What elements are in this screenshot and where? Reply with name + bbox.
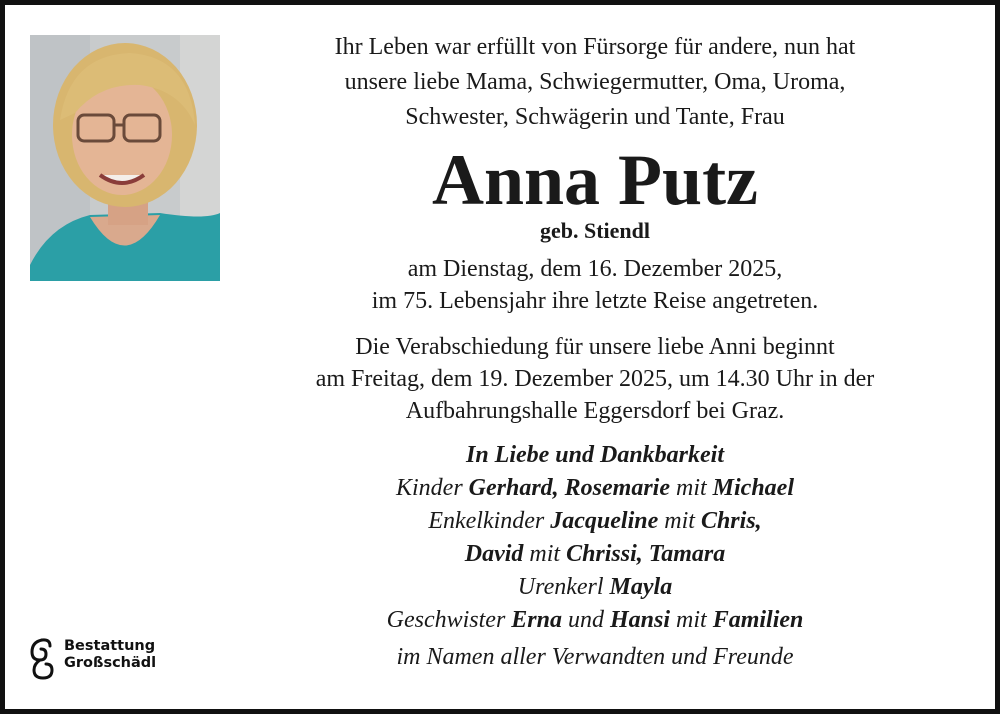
relation-label: Kinder bbox=[395, 475, 469, 501]
death-notice bbox=[250, 253, 940, 317]
intro-line: Ihr Leben war erfüllt von Fürsorge für andere, nun hat bbox=[334, 34, 856, 60]
farewell-line: Aufbahrungshalle Eggersdorf bei Graz. bbox=[405, 398, 785, 424]
connector-text: mit bbox=[670, 607, 713, 633]
deceased-name: Anna Putz bbox=[431, 140, 759, 220]
mourner-names: Chrissi, Tamara bbox=[566, 541, 726, 567]
mourner-names: Mayla bbox=[609, 574, 673, 600]
relation-label: Geschwister bbox=[386, 607, 512, 633]
intro-line: Schwester, Schwägerin und Tante, Frau bbox=[405, 104, 785, 130]
mourner-names: David bbox=[464, 541, 524, 567]
relation-label: Urenkerl bbox=[517, 574, 610, 600]
farewell-notice bbox=[250, 331, 940, 427]
mourners-siblings bbox=[250, 604, 940, 637]
funeral-home-name bbox=[64, 638, 156, 672]
connector-text: und bbox=[561, 607, 610, 633]
intro-line: unsere liebe Mama, Schwiegermutter, Oma, Uroma, bbox=[344, 69, 846, 95]
intro-text bbox=[250, 30, 940, 135]
death-line: im 75. Lebensjahr ihre letzte Reise angetreten. bbox=[371, 288, 819, 314]
mourner-names: Jacqueline bbox=[550, 508, 659, 534]
mourners-grandchildren bbox=[250, 505, 940, 538]
mourners-grandchildren-cont bbox=[250, 538, 940, 571]
signoff-closing: im Namen aller Verwandten und Freunde bbox=[396, 644, 794, 670]
mourner-names: Michael bbox=[712, 475, 794, 501]
mourner-names: Hansi bbox=[609, 607, 671, 633]
mourners-signoff bbox=[250, 439, 940, 674]
mourner-names: Erna bbox=[511, 607, 562, 633]
mourners-children bbox=[250, 472, 940, 505]
farewell-line: Die Verabschiedung für unsere liebe Anni beginnt bbox=[355, 334, 835, 360]
signoff-heading: In Liebe und Dankbarkeit bbox=[465, 442, 725, 468]
mourner-names: Familien bbox=[712, 607, 804, 633]
relation-label: Enkelkinder bbox=[428, 508, 551, 534]
funeral-home-logo bbox=[28, 634, 188, 682]
mourners-great-grandchildren bbox=[250, 571, 940, 604]
mourner-names: Chris, bbox=[700, 508, 762, 534]
maiden-name: geb. Stiendl bbox=[539, 218, 651, 243]
death-line: am Dienstag, dem 16. Dezember 2025, bbox=[407, 256, 783, 282]
logo-line: Bestattung bbox=[64, 638, 156, 654]
connector-text: mit bbox=[670, 475, 713, 501]
obituary-text bbox=[250, 30, 940, 674]
farewell-line: am Freitag, dem 19. Dezember 2025, um 14.30 Uhr in der bbox=[315, 366, 875, 392]
connector-text: mit bbox=[658, 508, 701, 534]
bestattung-swirl-logo-icon bbox=[28, 636, 60, 680]
portrait-photo bbox=[30, 35, 220, 281]
mourner-names: Gerhard, Rosemarie bbox=[468, 475, 670, 501]
logo-line: Großschädl bbox=[64, 655, 157, 671]
connector-text: mit bbox=[523, 541, 567, 567]
